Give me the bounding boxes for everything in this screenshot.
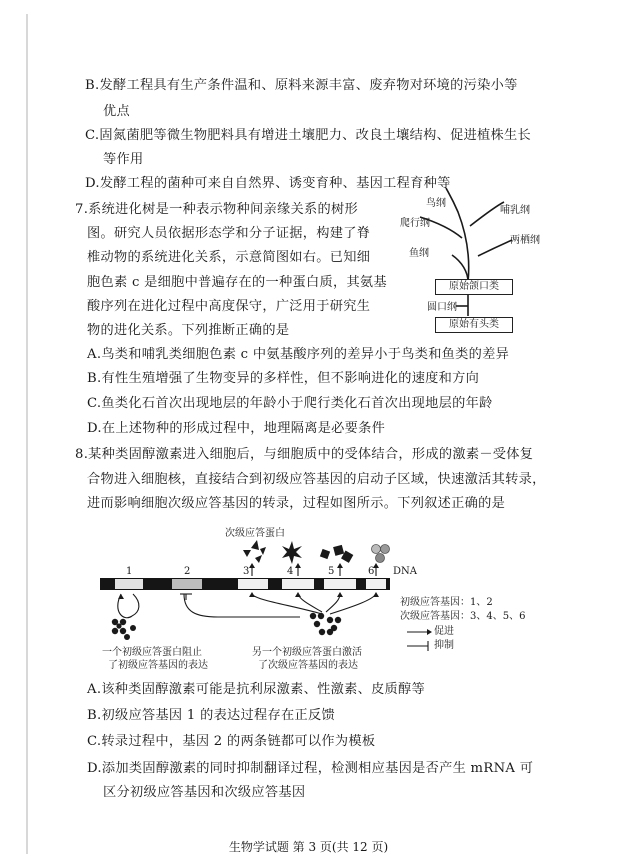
gene-number-6: 6 [368, 566, 375, 577]
gene-number-3: 3 [243, 566, 250, 577]
label-secondary-protein: 次级应答蛋白 [225, 528, 285, 539]
secondary-protein-shapes [243, 540, 353, 564]
q8-stem-line1: 8.某种类固醇激素进入细胞后，与细胞质中的受体结合，形成的激素－受体复 [75, 447, 534, 462]
tree-label-amphibia: 两栖纲 [510, 235, 540, 246]
gene-5 [324, 579, 356, 589]
q8-option-d-line2: 区分初级应答基因和次级应答基因 [103, 785, 306, 800]
q7-option-c: C.鱼类化石首次出现地层的年龄小于爬行类化石首次出现地层的年龄 [87, 396, 493, 411]
q8-option-b: B.初级应答基因 1 的表达过程存在正反馈 [87, 708, 335, 723]
q7-stem-line4: 胞色素 c 是细胞中普遍存在的一种蛋白质，其氨基 [87, 275, 387, 290]
q8-stem-line3: 进而影响细胞次级应答基因的转录，过程如图所示。下列叙述正确的是 [87, 496, 506, 511]
gene-number-2: 2 [184, 566, 191, 577]
legend-secondary-genes: 次级应答基因：3、4、5、6 [400, 611, 526, 622]
legend-promote: 促进 [434, 626, 454, 637]
note-right-line2: 了次级应答基因的表达 [258, 660, 358, 671]
tree-box-primitive-craniate: 原始有头类 [435, 317, 513, 333]
q7-option-a: A.鸟类和哺乳类细胞色素 c 中氨基酸序列的差异小于鸟类和鱼类的差异 [87, 347, 510, 362]
q7-option-b: B.有性生殖增强了生物变异的多样性，但不影响进化的速度和方向 [87, 371, 480, 386]
primary-protein-left [112, 619, 136, 640]
gene-number-4: 4 [287, 566, 294, 577]
tree-label-aves: 鸟纲 [426, 198, 446, 209]
q6-option-d: D.发酵工程的菌种可来自自然界、诱变育种、基因工程育种等 [85, 176, 451, 191]
gene-number-5: 5 [328, 566, 335, 577]
legend-inhibit: 抑制 [434, 640, 454, 651]
q6-option-c-line2: 等作用 [103, 152, 144, 167]
note-left-line1: 一个初级应答蛋白阻止 [102, 647, 202, 658]
gene-number-1: 1 [126, 566, 133, 577]
page-footer: 生物学试题 第 3 页(共 12 页) [228, 840, 389, 854]
gene-6 [366, 579, 386, 589]
tree-label-mammalia: 哺乳纲 [500, 205, 530, 216]
q6-option-b-line1: B.发酵工程具有生产条件温和、原料来源丰富、废弃物对环境的污染小等 [85, 78, 518, 93]
q7-stem-line5: 酸序列在进化过程中高度保守，广泛用于研究生 [87, 299, 371, 314]
tree-label-fish: 鱼纲 [409, 248, 429, 259]
tree-box-primitive-jawed: 原始颌口类 [435, 279, 513, 295]
gene-3 [238, 579, 268, 589]
label-dna: DNA [393, 566, 417, 577]
q7-stem-line3: 椎动物的系统进化关系，示意简图如右。已知细 [87, 250, 371, 265]
q7-option-d: D.在上述物种的形成过程中，地理隔离是必要条件 [87, 421, 386, 436]
secondary-protein-circles [372, 545, 390, 563]
q8-stem-line2: 合物进入细胞核，直接结合到初级应答基因的启动子区域，快速激活其转录， [87, 472, 546, 487]
q8-option-a: A.该种类固醇激素可能是抗利尿激素、性激素、皮质醇等 [87, 682, 426, 697]
gene-1 [115, 579, 143, 589]
gene-4 [282, 579, 314, 589]
q7-stem-line6: 物的进化关系。下列推断正确的是 [87, 323, 290, 338]
q8-option-c: C.转录过程中，基因 2 的两条链都可以作为模板 [87, 734, 376, 749]
tree-label-cyclostomata: 圆口纲 [427, 302, 457, 313]
q7-stem-line1: 7.系统进化树是一种表示物种间亲缘关系的树形 [75, 202, 358, 217]
q6-option-c-line1: C.固氮菌肥等微生物肥料具有增进土壤肥力、改良土壤结构、促进植株生长 [85, 128, 532, 143]
legend-primary-genes: 初级应答基因：1、2 [400, 597, 493, 608]
arrow-heads [118, 563, 432, 635]
q7-stem-line2: 图。研究人员依据形态学和分子证据，构建了脊 [87, 226, 371, 241]
primary-protein-right [310, 613, 341, 635]
tree-label-reptilia: 爬行纲 [400, 218, 430, 229]
q6-option-b-line2: 优点 [103, 104, 130, 119]
gene-2 [172, 579, 202, 589]
note-left-line2: 了初级应答基因的表达 [108, 660, 208, 671]
q8-option-d-line1: D.添加类固醇激素的同时抑制翻译过程，检测相应基因是否产生 mRNA 可 [87, 761, 534, 776]
note-right-line1: 另一个初级应答蛋白激活 [252, 647, 362, 658]
